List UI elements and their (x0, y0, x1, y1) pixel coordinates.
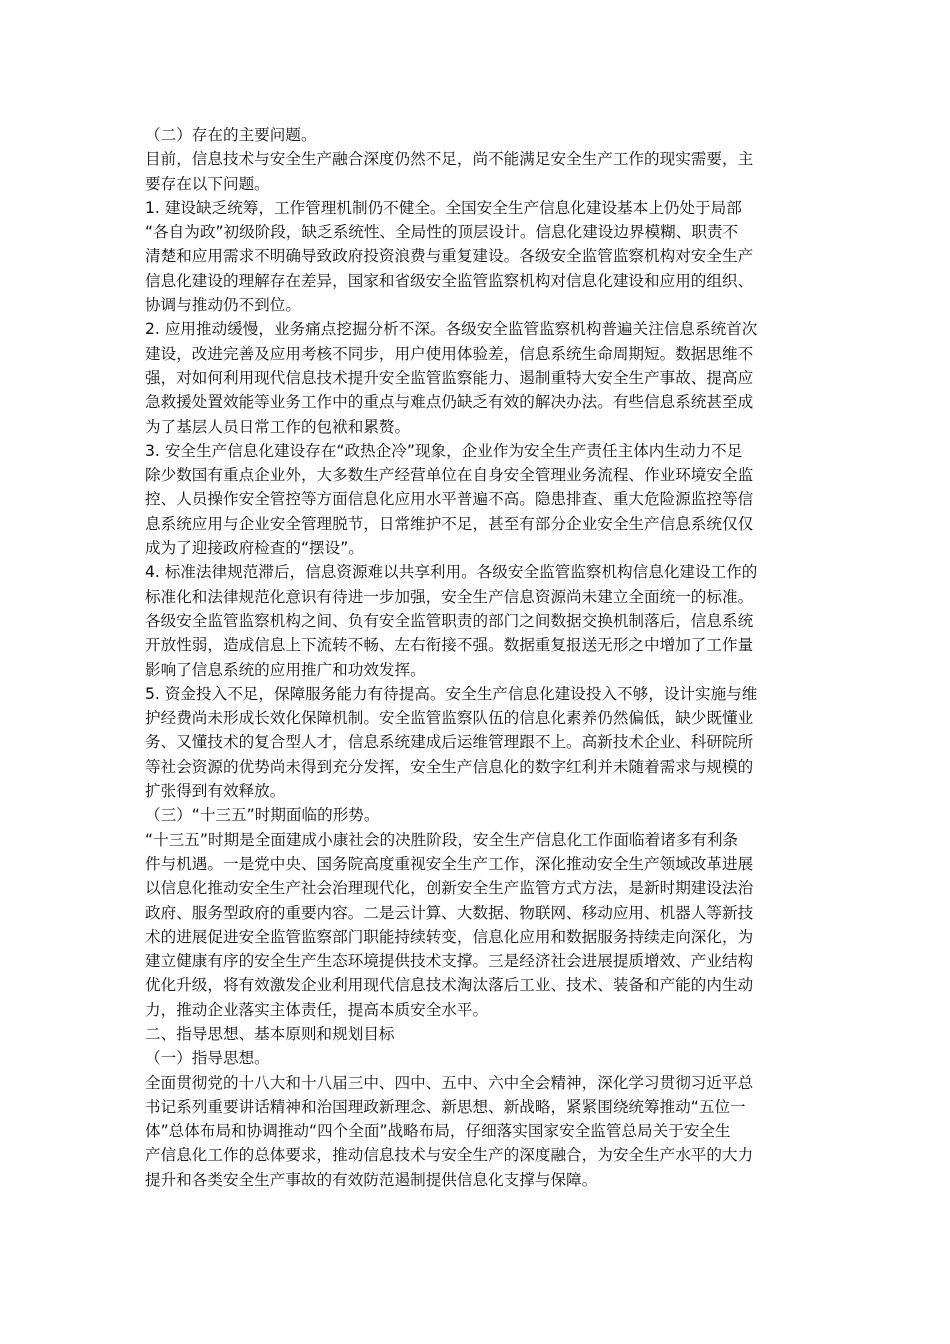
text-line: 开放性弱，造成信息上下流转不畅、左右衔接不强。数据重复报送无形之中增加了工作量 (145, 636, 754, 655)
paragraph-guiding-thought (145, 1071, 815, 1192)
document-page (145, 123, 815, 1192)
heading-guiding (145, 1022, 815, 1046)
text-line: 建设，改进完善及应用考核不同步，用户使用体验差，信息系统生命周期短。数据思维不 (145, 344, 754, 363)
paragraph-item-5 (145, 682, 815, 803)
text-line: 5. 资金投入不足，保障服务能力有待提高。安全生产信息化建设投入不够，设计实施与维 (145, 684, 758, 703)
text-line: 3. 安全生产信息化建设存在“政热企冷”现象，企业作为安全生产责任主体内生动力不足 (145, 441, 743, 460)
text-line: 2. 应用推动缓慢，业务痛点挖掘分析不深。各级安全监管监察机构普遍关注信息系统首次 (145, 320, 758, 339)
text-line: 除少数国有重点企业外，大多数生产经营单位在自身安全管理业务流程、作业环境安全监 (145, 466, 754, 485)
paragraph-item-4 (145, 560, 815, 681)
text-line: （一）指导思想。 (145, 1049, 270, 1068)
paragraph-item-2 (145, 317, 815, 438)
text-line: 目前，信息技术与安全生产融合深度仍然不足，尚不能满足安全生产工作的现实需要，主 (145, 150, 754, 169)
text-line: 书记系列重要讲话精神和治国理政新理念、新思想、新战略，紧紧围绕统筹推动“五位一 (145, 1097, 746, 1116)
heading-problems (145, 123, 815, 147)
text-line: 术的进展促进安全监管监察部门职能持续转变，信息化应用和数据服务持续走向深化，为 (145, 927, 754, 946)
text-line: 1. 建设缺乏统筹，工作管理机制仍不健全。全国安全生产信息化建设基本上仍处于局部 (145, 198, 742, 217)
text-line: 清楚和应用需求不明确导致政府投资浪费与重复建设。各级安全监管监察机构对安全生产 (145, 247, 754, 266)
text-line: 控、人员操作安全管控等方面信息化应用水平普遍不高。隐患排查、重大危险源监控等信 (145, 490, 754, 509)
text-line: 影响了信息系统的应用推广和功效发挥。 (145, 660, 426, 679)
text-line: 息系统应用与企业安全管理脱节，日常维护不足，甚至有部分企业安全生产信息系统仅仅 (145, 514, 754, 533)
text-line: “各自为政”初级阶段，缺乏系统性、全局性的顶层设计。信息化建设边界模糊、职责不 (145, 223, 739, 242)
text-line: 政府、服务型政府的重要内容。二是云计算、大数据、物联网、移动应用、机器人等新技 (145, 903, 754, 922)
text-line: 扩张得到有效释放。 (145, 782, 286, 801)
text-line: 二、指导思想、基本原则和规划目标 (145, 1024, 395, 1043)
heading-guiding-thought (145, 1046, 815, 1070)
paragraph-situation (145, 828, 815, 1022)
text-line: 强，对如何利用现代信息技术提升安全监管监察能力、遏制重特大安全生产事故、提高应 (145, 368, 754, 387)
text-line: 优化升级，将有效激发企业利用现代信息技术淘汰落后工业、技术、装备和产能的内生动 (145, 976, 754, 995)
text-line: 标准化和法律规范化意识有待进一步加强，安全生产信息资源尚未建立全面统一的标准。 (145, 587, 754, 606)
heading-situation (145, 803, 815, 827)
text-line: 建立健康有序的安全生产生态环境提供技术支撑。三是经济社会进展提质增效、产业结构 (145, 952, 754, 971)
text-line: 以信息化推动安全生产社会治理现代化，创新安全生产监管方式方法，是新时期建设法治 (145, 879, 754, 898)
text-line: 力，推动企业落实主体责任，提高本质安全水平。 (145, 1000, 489, 1019)
text-line: 成为了迎接政府检查的“摆设”。 (145, 539, 364, 558)
text-line: 产信息化工作的总体要求，推动信息技术与安全生产的深度融合，为安全生产水平的大力 (145, 1146, 754, 1165)
text-line: 协调与推动仍不到位。 (145, 296, 301, 315)
text-line: “十三五”时期是全面建成小康社会的决胜阶段，安全生产信息化工作面临着诸多有利条 (145, 830, 739, 849)
text-line: 全面贯彻党的十八大和十八届三中、四中、五中、六中全会精神，深化学习贯彻习近平总 (145, 1073, 754, 1092)
text-line: （二）存在的主要问题。 (145, 126, 317, 144)
text-line: 护经费尚未形成长效化保障机制。安全监管监察队伍的信息化素养仍然偏低，缺少既懂业 (145, 709, 754, 728)
text-line: 急救援处置效能等业务工作中的重点与难点仍缺乏有效的解决办法。有些信息系统甚至成 (145, 393, 754, 412)
paragraph-item-3 (145, 439, 815, 560)
paragraph-item-1 (145, 196, 815, 317)
text-line: 要存在以下问题。 (145, 174, 270, 193)
text-line: 等社会资源的优势尚未得到充分发挥，安全生产信息化的数字红利并未随着需求与规模的 (145, 757, 754, 776)
text-line: （三）“十三五”时期面临的形势。 (145, 806, 380, 825)
text-line: 务、又懂技术的复合型人才，信息系统建成后运维管理跟不上。高新技术企业、科研院所 (145, 733, 754, 752)
text-line: 件与机遇。一是党中央、国务院高度重视安全生产工作，深化推动安全生产领域改革进展 (145, 854, 754, 873)
text-line: 各级安全监管监察机构之间、负有安全监管职责的部门之间数据交换机制落后，信息系统 (145, 611, 754, 630)
text-line: 信息化建设的理解存在差异，国家和省级安全监管监察机构对信息化建设和应用的组织、 (145, 271, 754, 290)
text-line: 为了基层人员日常工作的包袱和累赘。 (145, 417, 411, 436)
text-line: 提升和各类安全生产事故的有效防范遏制提供信息化支撑与保障。 (145, 1170, 598, 1189)
text-line: 体”总体布局和协调推动“四个全面”战略布局，仔细落实国家安全监管总局关于安全生 (145, 1122, 731, 1141)
text-line: 4. 标准法律规范滞后，信息资源难以共享利用。各级安全监管监察机构信息化建设工作的 (145, 563, 758, 582)
paragraph-intro (145, 147, 815, 196)
